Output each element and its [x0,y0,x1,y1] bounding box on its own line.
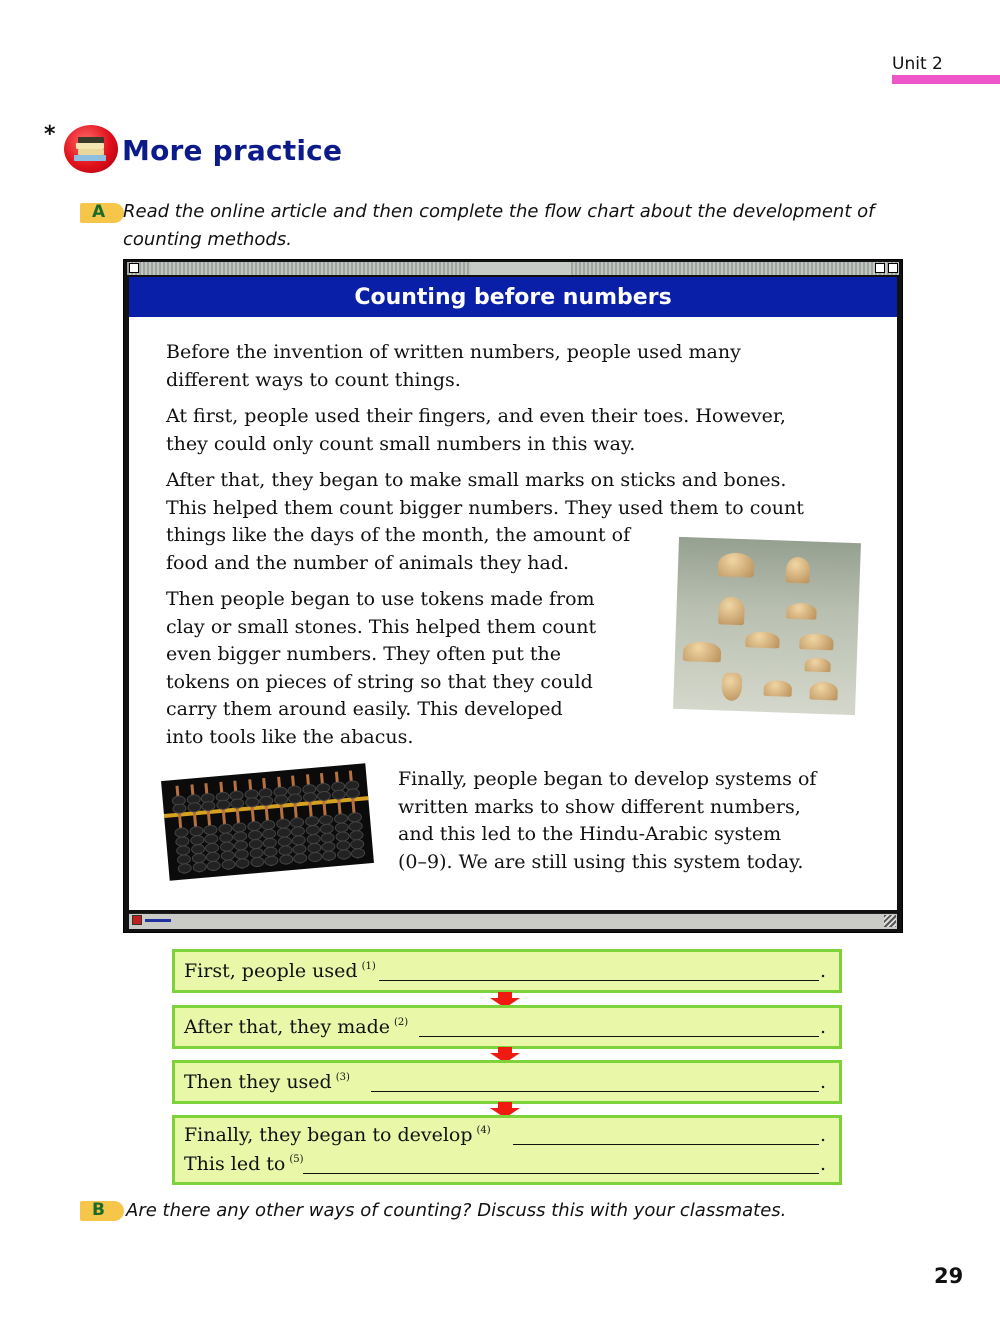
flow-step-2 [172,1005,842,1049]
answer-blank-3[interactable] [371,1091,819,1092]
text-line: At first, people used their fingers, and even their toes. However, [166,405,786,427]
period: . [820,1124,827,1146]
lock-icon[interactable] [132,915,142,925]
blank-number: (1) [361,961,376,972]
abacus-bead [177,863,192,874]
text-line: This helped them count bigger numbers. They used them to count [166,496,804,519]
abacus-bead [192,862,207,873]
flow-step-4 [172,1115,842,1185]
abacus-bead [264,855,279,866]
plug-icon[interactable] [145,919,171,922]
text-line: food and the number of animals they had. [166,551,570,574]
abacus-bead [250,856,265,867]
period: . [820,1016,827,1038]
flow-step-text: First, people used [184,960,358,982]
abacus-bead [351,848,366,859]
period: . [820,960,827,982]
blank-number: (5) [289,1154,304,1165]
flow-step-text: Finally, they began to develop [184,1124,473,1146]
abacus-photo [161,763,374,880]
section-title: More practice [122,134,343,167]
text-line: carry them around easily. This developed [166,698,563,720]
window-statusbar [129,913,897,929]
text-line: Then people began to use tokens made from [166,588,595,610]
page-number: 29 [934,1264,964,1288]
unit-label: Unit 2 [892,54,943,74]
task-a-letter: A [92,202,106,222]
window-zoom-button[interactable] [875,263,885,273]
answer-blank-2[interactable] [419,1036,819,1037]
asterisk-marker: * [44,122,56,147]
text-line: they could only count small numbers in this way. [166,432,636,455]
paragraph-4 [166,586,596,751]
abacus-bead [278,854,293,865]
blank-number: (3) [335,1072,350,1083]
titlebar-handle[interactable] [471,262,571,275]
unit-underline-bar [892,75,1000,84]
task-a-badge [80,203,124,223]
task-b-badge [80,1201,124,1221]
text-line: Before the invention of written numbers, people used many [166,341,741,363]
abacus-bead [336,849,351,860]
task-a-instruction-line2: counting methods. [123,229,292,250]
flow-step-1 [172,949,842,993]
paragraph-2 [166,403,786,458]
blank-number: (4) [476,1125,491,1136]
answer-blank-1[interactable] [379,980,819,981]
paragraph-1 [166,339,741,394]
period: . [820,1071,827,1093]
abacus-bead [235,858,250,869]
task-b-instruction: Are there any other ways of counting? Discuss this with your classmates. [126,1200,787,1221]
text-line: Finally, people began to develop systems of [398,768,817,790]
text-line: different ways to count things. [166,368,461,391]
flow-step-3 [172,1060,842,1104]
flow-step-text: This led to [184,1153,286,1175]
text-line: clay or small stones. This helped them count [166,615,597,638]
task-a-instruction-line1: Read the online article and then complete the flow chart about the development of [123,201,875,222]
abacus-bead [221,859,236,870]
text-line: tokens on pieces of string so that they could [166,670,593,693]
abacus-bead [293,853,308,864]
text-line: into tools like the abacus. [166,725,414,748]
clay-tokens-photo [673,537,861,715]
window-collapse-button[interactable] [888,263,898,273]
period: . [820,1153,827,1175]
resize-grip-icon[interactable] [884,915,896,927]
text-line: things like the days of the month, the amount of [166,524,631,546]
flow-step-text: After that, they made [184,1016,390,1038]
abacus-bead [206,860,221,871]
paragraph-5 [398,766,816,876]
answer-blank-4[interactable] [513,1144,819,1145]
window-titlebar[interactable] [127,262,899,275]
window-close-button[interactable] [129,263,139,273]
abacus-bead [307,851,322,862]
answer-blank-5[interactable] [303,1173,819,1174]
abacus-bead [322,850,337,861]
text-line: and this led to the Hindu-Arabic system [398,823,782,845]
article-banner [129,277,897,317]
blank-number: (2) [393,1017,409,1028]
text-line: even bigger numbers. They often put the [166,643,561,665]
books-icon [64,125,118,173]
text-line: After that, they began to make small marks on sticks and bones. [166,469,787,491]
text-line: written marks to show different numbers, [398,795,801,818]
task-b-letter: B [92,1200,105,1220]
flow-step-text: Then they used [184,1071,332,1093]
article-title: Counting before numbers [354,285,672,310]
text-line: (0–9). We are still using this system today. [398,850,804,873]
